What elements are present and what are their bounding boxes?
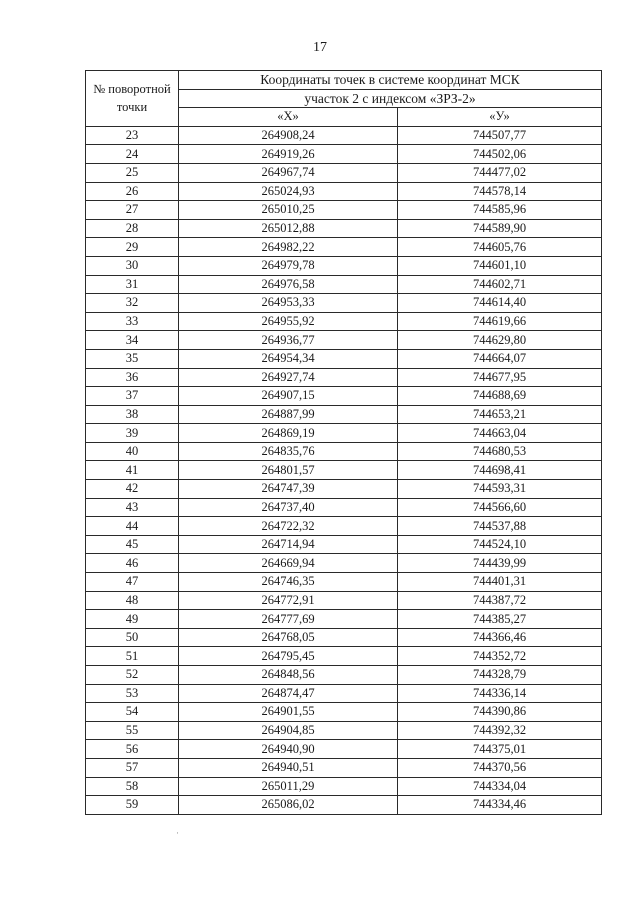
table-body (86, 126, 602, 814)
x-coordinate-cell: 264954,34 (179, 349, 398, 368)
point-number-cell: 59 (86, 796, 179, 815)
table-row (86, 387, 602, 406)
x-coordinate-cell: 264722,32 (179, 517, 398, 536)
header-row-1 (86, 71, 602, 90)
table-row (86, 238, 602, 257)
table-row (86, 126, 602, 145)
y-coordinate-cell: 744375,01 (398, 740, 602, 759)
table-row (86, 182, 602, 201)
x-coordinate-cell: 264874,47 (179, 684, 398, 703)
x-coordinate-cell: 264901,55 (179, 703, 398, 722)
table-row (86, 740, 602, 759)
y-coordinate-cell: 744507,77 (398, 126, 602, 145)
point-number-cell: 57 (86, 758, 179, 777)
table-row (86, 163, 602, 182)
table-row (86, 331, 602, 350)
point-number-cell: 51 (86, 647, 179, 666)
point-number-cell: 33 (86, 312, 179, 331)
point-number-cell: 53 (86, 684, 179, 703)
table-row (86, 535, 602, 554)
point-number-cell: 27 (86, 201, 179, 220)
table-row (86, 442, 602, 461)
x-coordinate-cell: 264772,91 (179, 591, 398, 610)
x-column-header: «Х» (179, 108, 398, 127)
section-header: участок 2 с индексом «ЗРЗ-2» (179, 89, 602, 108)
table-row (86, 610, 602, 629)
y-coordinate-cell: 744589,90 (398, 219, 602, 238)
y-coordinate-cell: 744334,46 (398, 796, 602, 815)
y-column-header: «У» (398, 108, 602, 127)
point-number-cell: 54 (86, 703, 179, 722)
y-coordinate-cell: 744663,04 (398, 424, 602, 443)
point-number-cell: 26 (86, 182, 179, 201)
x-coordinate-cell: 264737,40 (179, 498, 398, 517)
x-coordinate-cell: 264940,90 (179, 740, 398, 759)
x-coordinate-cell: 265010,25 (179, 201, 398, 220)
y-coordinate-cell: 744593,31 (398, 480, 602, 499)
y-coordinate-cell: 744688,69 (398, 387, 602, 406)
point-number-cell: 48 (86, 591, 179, 610)
x-coordinate-cell: 264953,33 (179, 294, 398, 313)
table-row (86, 591, 602, 610)
y-coordinate-cell: 744629,80 (398, 331, 602, 350)
y-coordinate-cell: 744664,07 (398, 349, 602, 368)
point-number-cell: 23 (86, 126, 179, 145)
y-coordinate-cell: 744566,60 (398, 498, 602, 517)
x-coordinate-cell: 264747,39 (179, 480, 398, 499)
table-row (86, 294, 602, 313)
point-number-cell: 30 (86, 256, 179, 275)
table-row (86, 796, 602, 815)
x-coordinate-cell: 264768,05 (179, 628, 398, 647)
y-coordinate-cell: 744328,79 (398, 666, 602, 685)
x-coordinate-cell: 264908,24 (179, 126, 398, 145)
x-coordinate-cell: 264669,94 (179, 554, 398, 573)
table-row (86, 256, 602, 275)
table-row (86, 368, 602, 387)
table-row (86, 461, 602, 480)
x-coordinate-cell: 264907,15 (179, 387, 398, 406)
x-coordinate-cell: 264919,26 (179, 145, 398, 164)
y-coordinate-cell: 744370,56 (398, 758, 602, 777)
y-coordinate-cell: 744390,86 (398, 703, 602, 722)
point-number-cell: 35 (86, 349, 179, 368)
table-row (86, 498, 602, 517)
table-row (86, 573, 602, 592)
x-coordinate-cell: 264869,19 (179, 424, 398, 443)
y-coordinate-cell: 744578,14 (398, 182, 602, 201)
table-row (86, 666, 602, 685)
x-coordinate-cell: 265086,02 (179, 796, 398, 815)
point-number-cell: 39 (86, 424, 179, 443)
table-row (86, 517, 602, 536)
y-coordinate-cell: 744334,04 (398, 777, 602, 796)
table-row (86, 647, 602, 666)
x-coordinate-cell: 264887,99 (179, 405, 398, 424)
point-number-cell: 36 (86, 368, 179, 387)
table-row (86, 703, 602, 722)
point-number-cell: 25 (86, 163, 179, 182)
y-coordinate-cell: 744614,40 (398, 294, 602, 313)
point-number-cell: 52 (86, 666, 179, 685)
y-coordinate-cell: 744605,76 (398, 238, 602, 257)
y-coordinate-cell: 744385,27 (398, 610, 602, 629)
y-coordinate-cell: 744698,41 (398, 461, 602, 480)
x-coordinate-cell: 265012,88 (179, 219, 398, 238)
y-coordinate-cell: 744387,72 (398, 591, 602, 610)
y-coordinate-cell: 744366,46 (398, 628, 602, 647)
x-coordinate-cell: 264979,78 (179, 256, 398, 275)
table-row (86, 312, 602, 331)
point-number-cell: 45 (86, 535, 179, 554)
point-number-cell: 29 (86, 238, 179, 257)
table-row (86, 145, 602, 164)
x-coordinate-cell: 264904,85 (179, 721, 398, 740)
table-row (86, 405, 602, 424)
table-row (86, 424, 602, 443)
coordinates-table (85, 70, 602, 815)
x-coordinate-cell: 264982,22 (179, 238, 398, 257)
x-coordinate-cell: 264795,45 (179, 647, 398, 666)
y-coordinate-cell: 744401,31 (398, 573, 602, 592)
table-row (86, 777, 602, 796)
y-coordinate-cell: 744601,10 (398, 256, 602, 275)
point-number-cell: 55 (86, 721, 179, 740)
y-coordinate-cell: 744680,53 (398, 442, 602, 461)
y-coordinate-cell: 744502,06 (398, 145, 602, 164)
y-coordinate-cell: 744524,10 (398, 535, 602, 554)
y-coordinate-cell: 744336,14 (398, 684, 602, 703)
table-row (86, 480, 602, 499)
x-coordinate-cell: 264777,69 (179, 610, 398, 629)
x-coordinate-cell: 264801,57 (179, 461, 398, 480)
point-number-cell: 49 (86, 610, 179, 629)
y-coordinate-cell: 744537,88 (398, 517, 602, 536)
point-number-cell: 32 (86, 294, 179, 313)
x-coordinate-cell: 264976,58 (179, 275, 398, 294)
x-coordinate-cell: 264940,51 (179, 758, 398, 777)
x-coordinate-cell: 264835,76 (179, 442, 398, 461)
point-number-cell: 31 (86, 275, 179, 294)
y-coordinate-cell: 744585,96 (398, 201, 602, 220)
point-number-cell: 58 (86, 777, 179, 796)
x-coordinate-cell: 264746,35 (179, 573, 398, 592)
point-number-cell: 42 (86, 480, 179, 499)
point-number-cell: 40 (86, 442, 179, 461)
point-number-cell: 43 (86, 498, 179, 517)
table-row (86, 219, 602, 238)
point-number-cell: 46 (86, 554, 179, 573)
coordinate-system-header: Координаты точек в системе координат МСК (179, 71, 602, 90)
point-number-cell: 38 (86, 405, 179, 424)
y-coordinate-cell: 744602,71 (398, 275, 602, 294)
point-number-cell: 56 (86, 740, 179, 759)
y-coordinate-cell: 744653,21 (398, 405, 602, 424)
point-number-cell: 24 (86, 145, 179, 164)
table-row (86, 554, 602, 573)
y-coordinate-cell: 744392,32 (398, 721, 602, 740)
point-number-cell: 47 (86, 573, 179, 592)
point-number-cell: 44 (86, 517, 179, 536)
y-coordinate-cell: 744619,66 (398, 312, 602, 331)
point-number-cell: 41 (86, 461, 179, 480)
table-row (86, 758, 602, 777)
point-number-cell: 28 (86, 219, 179, 238)
x-coordinate-cell: 265024,93 (179, 182, 398, 201)
x-coordinate-cell: 264927,74 (179, 368, 398, 387)
table-row (86, 721, 602, 740)
table-header (86, 71, 602, 127)
x-coordinate-cell: 265011,29 (179, 777, 398, 796)
table-row (86, 275, 602, 294)
y-coordinate-cell: 744352,72 (398, 647, 602, 666)
scan-mark: · (176, 828, 179, 838)
point-number-cell: 34 (86, 331, 179, 350)
table-row (86, 628, 602, 647)
x-coordinate-cell: 264955,92 (179, 312, 398, 331)
x-coordinate-cell: 264714,94 (179, 535, 398, 554)
x-coordinate-cell: 264936,77 (179, 331, 398, 350)
point-number-cell: 50 (86, 628, 179, 647)
y-coordinate-cell: 744677,95 (398, 368, 602, 387)
y-coordinate-cell: 744439,99 (398, 554, 602, 573)
x-coordinate-cell: 264967,74 (179, 163, 398, 182)
page-number: 17 (313, 40, 327, 55)
table-row (86, 201, 602, 220)
table-row (86, 684, 602, 703)
point-number-header: № поворотной точки (86, 71, 179, 127)
y-coordinate-cell: 744477,02 (398, 163, 602, 182)
table-row (86, 349, 602, 368)
point-number-cell: 37 (86, 387, 179, 406)
x-coordinate-cell: 264848,56 (179, 666, 398, 685)
